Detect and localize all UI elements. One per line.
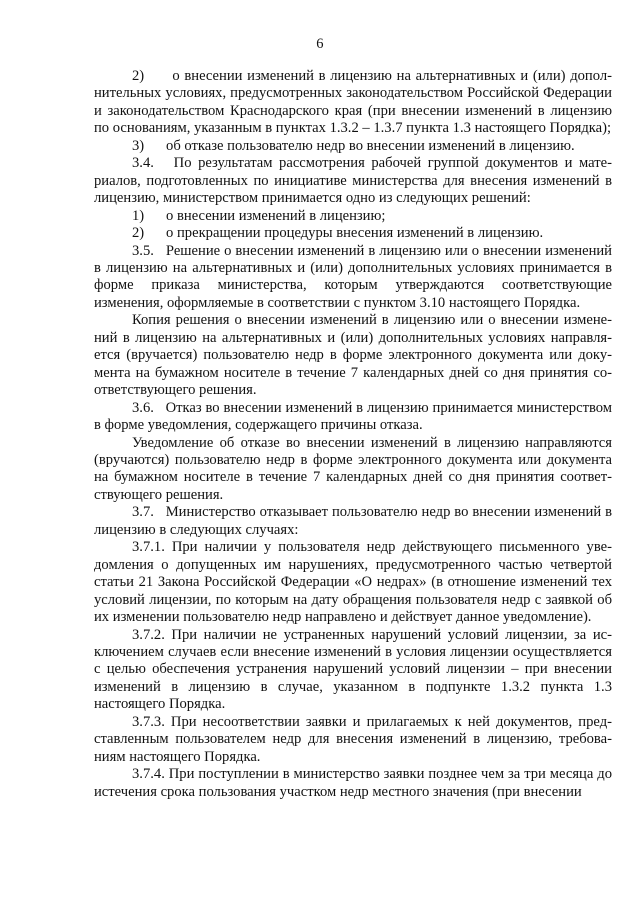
paragraph-3-7-4: 3.7.4. При поступлении в министерство заявки позднее чем за три месяца до истечения срока пользования участком недр местного значения (при внесении bbox=[94, 766, 612, 800]
list-item-2-terminate-procedure: 2) о прекращении процедуры внесения изменений в лицензию. bbox=[132, 225, 544, 242]
paragraph-3-7-2: 3.7.2. При наличии не устраненных нарушений условий лицензии, за исключением случаев если внесение изменений в условия лицензии осуществляется с целью обеспечения устранения нарушений условий лицензии – при внесении изменений в лицензию в случае, указанном в подпункте 1.3.2 пункта 1.3 настоящего Порядка. bbox=[94, 626, 612, 713]
paragraph-3-7-1: 3.7.1. При наличии у пользователя недр действующего письменного уведомления о допущенных им нарушениях, предусмотренного частью четвертой статьи 21 Закона Российской Федерации «О недрах» (в отношение изменений тех условий лицензии, по которым на дату обращения пользователя недр с заявкой об их изменении пользователю недр направлено и действует данное уведомление). bbox=[94, 539, 612, 626]
list-item-3-refusal: 3) об отказе пользователю недр во внесении изменений в лицензию. bbox=[132, 137, 575, 154]
paragraph-3-5: 3.5. Решение о внесении изменений в лицензию или о внесении изменений в лицензию на альтернативных и (или) дополнительных условиях принимается в форме приказа министерства, которым утверждаются соответствующие изменения, оформляемые в соответствии с пунктом 3.10 настоящего Порядка. bbox=[94, 242, 612, 311]
list-item-1-make-changes: 1) о внесении изменений в лицензию; bbox=[132, 207, 386, 224]
page-number: 6 bbox=[316, 36, 324, 52]
paragraph-decision-copy: Копия решения о внесении изменений в лицензию или о внесении изменений в лицензию на альтернативных и (или) дополнительных условиях направляется (вручается) пользователю недр в форме электронного документа или документа на бумажном носителе в течение 7 календарных дней со дня принятия соответствующего решения. bbox=[94, 312, 612, 399]
paragraph-3-7-3: 3.7.3. При несоответствии заявки и прилагаемых к ней документов, представленным пользователем недр для внесения изменений в лицензию, требованиям настоящего Порядка. bbox=[94, 713, 612, 765]
paragraph-refusal-notice: Уведомление об отказе во внесении изменений в лицензию направляются (вручаются) пользователю недр в форме электронного документа или документа на бумажном носителе в течение 7 календарных дней со дня принятия соответствующего решения. bbox=[94, 434, 612, 503]
list-item-2-alternative-conditions: 2) о внесении изменений в лицензию на альтернативных и (или) дополнительных условиях, предусмотренных законодательством Российской Федерации и законодательством Краснодарского края (при внесении изменений в лицензию по основаниям, указанным в пунктах 1.3.2 – 1.3.7 пункта 1.3 настоящего Порядка); bbox=[94, 68, 612, 137]
paragraph-3-4: 3.4. По результатам рассмотрения рабочей группой документов и материалов, подготовленных по инициативе министерства для внесения изменений в лицензию, министерством принимается одно из следующих решений: bbox=[94, 155, 612, 207]
paragraph-3-6: 3.6. Отказ во внесении изменений в лицензию принимается министерством в форме уведомления, содержащего причины отказа. bbox=[94, 399, 612, 434]
paragraph-3-7: 3.7. Министерство отказывает пользователю недр во внесении изменений в лицензию в следующих случаях: bbox=[94, 504, 612, 538]
document-body bbox=[94, 68, 612, 801]
